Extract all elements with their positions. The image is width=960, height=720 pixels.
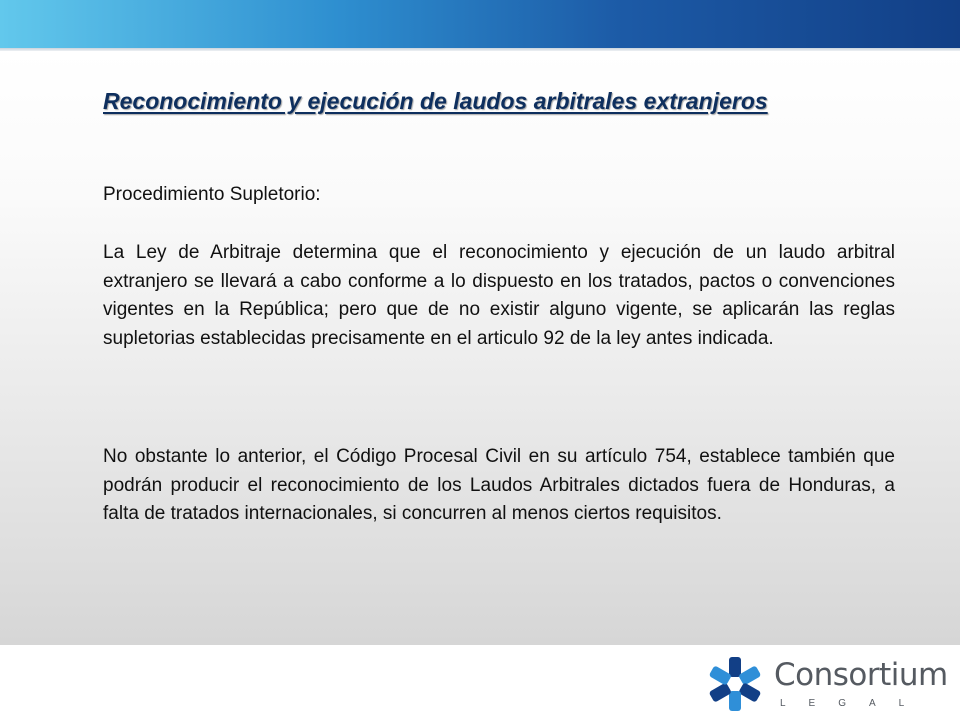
section-subheading: Procedimiento Supletorio: (103, 184, 321, 205)
consortium-logo-mark-icon (704, 656, 766, 712)
slide-title: Reconocimiento y ejecución de laudos arbitrales extranjeros (103, 88, 768, 114)
header-bar (0, 0, 960, 48)
logo-tagline-text: LEGAL (780, 698, 928, 709)
paragraph-ley-arbitraje: La Ley de Arbitraje determina que el reconocimiento y ejecución de un laudo arbitral extranjero se llevará a cabo conforme a lo dispuesto en los tratados, pactos o convenciones vigentes en la República; pero que de no existir alguno vigente, se aplicarán las reglas supletorias establecidas precisamente en el articulo 92 de la ley antes indicada. (103, 242, 895, 349)
paragraph-codigo-procesal-civil: No obstante lo anterior, el Código Procesal Civil en su artículo 754, establece también que podrán producir el reconocimiento de los Laudos Arbitrales dictados fuera de Honduras, a falta de tratados internacionales, si concurren al menos ciertos requisitos. (103, 446, 895, 524)
logo-name-text: Consortium (774, 657, 948, 693)
consortium-logo (704, 652, 948, 716)
